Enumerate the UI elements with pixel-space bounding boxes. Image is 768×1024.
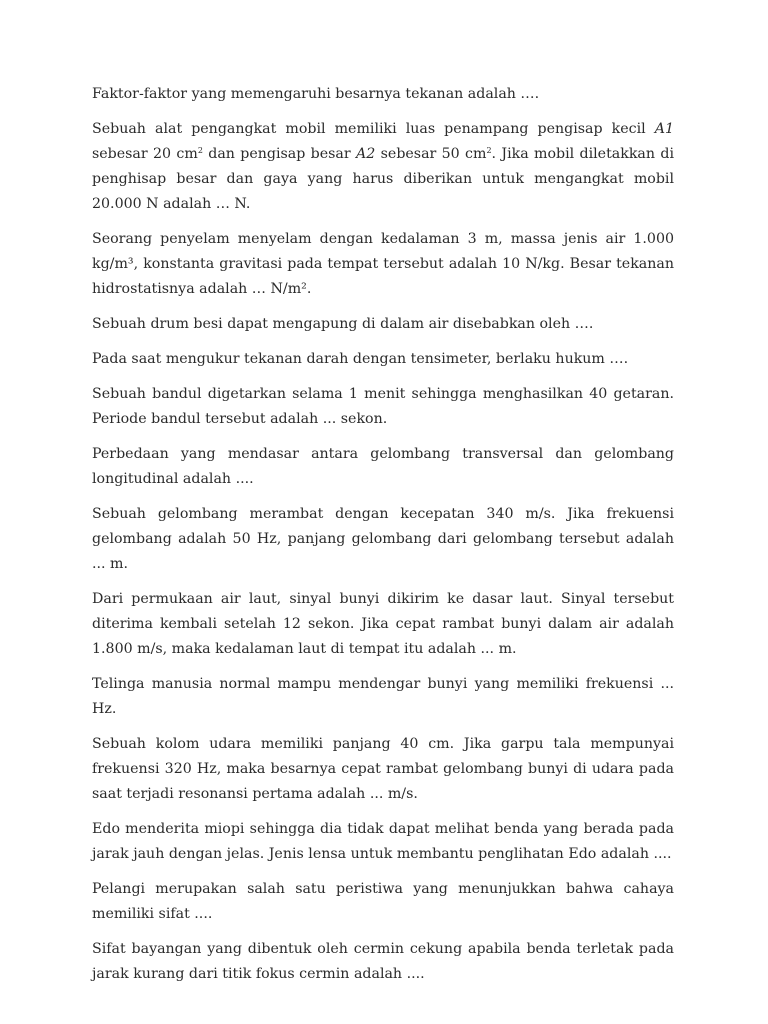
variable-a2: A2 <box>356 146 376 162</box>
question-2-part: dan pengisap besar <box>202 146 357 162</box>
question-2-part: sebesar 50 cm <box>375 146 487 162</box>
question-5: Pada saat mengukur tekanan darah dengan tensimeter, berlaku hukum …. <box>92 351 629 367</box>
question-9: Dari permukaan air laut, sinyal bunyi dikirim ke dasar laut. Sinyal tersebut diterima kembali setelah 12 sekon. Jika cepat rambat bunyi dalam air adalah 1.800 m/s, maka kedalaman laut di tempat itu adalah ... m. <box>92 591 674 657</box>
question-2-part: sebesar 20 cm <box>92 146 198 162</box>
question-12: Edo menderita miopi sehingga dia tidak dapat melihat benda yang berada pada jarak jauh dengan jelas. Jenis lensa untuk membantu penglihatan Edo adalah .... <box>92 821 674 862</box>
question-10: Telinga manusia normal mampu mendengar bunyi yang memiliki frekuensi ... Hz. <box>92 676 674 717</box>
question-1: Faktor-faktor yang memengaruhi besarnya tekanan adalah …. <box>92 86 540 102</box>
superscript: 2 <box>486 146 492 155</box>
question-2-part: . Jika mobil diletakkan di penghisap besar dan gaya yang harus diberikan untuk mengangkat mobil 20.000 N adalah … N. <box>92 146 674 212</box>
question-8: Sebuah gelombang merambat dengan kecepatan 340 m/s. Jika frekuensi gelombang adalah 50 Hz, panjang gelombang dari gelombang tersebut adalah ... m. <box>92 506 674 572</box>
question-2 <box>92 117 674 217</box>
question-2-part: Sebuah alat pengangkat mobil memiliki luas penampang pengisap kecil <box>92 121 655 137</box>
question-6: Sebuah bandul digetarkan selama 1 menit sehingga menghasilkan 40 getaran. Periode bandul tersebut adalah ... sekon. <box>92 386 674 427</box>
question-4: Sebuah drum besi dapat mengapung di dalam air disebabkan oleh …. <box>92 316 594 332</box>
question-11: Sebuah kolom udara memiliki panjang 40 cm. Jika garpu tala mempunyai frekuensi 320 Hz, maka besarnya cepat rambat gelombang bunyi di udara pada saat terjadi resonansi pertama adalah ... m/s. <box>92 736 674 802</box>
question-13: Pelangi merupakan salah satu peristiwa yang menunjukkan bahwa cahaya memiliki sifat .... <box>92 881 674 922</box>
superscript: 2 <box>197 146 203 155</box>
document-page <box>92 82 674 997</box>
variable-a1: A1 <box>654 121 674 137</box>
question-14: Sifat bayangan yang dibentuk oleh cermin cekung apabila benda terletak pada jarak kurang dari titik fokus cermin adalah .... <box>92 941 674 982</box>
question-7: Perbedaan yang mendasar antara gelombang transversal dan gelombang longitudinal adalah .... <box>92 446 674 487</box>
question-3: Seorang penyelam menyelam dengan kedalaman 3 m, massa jenis air 1.000 kg/m³, konstanta gravitasi pada tempat tersebut adalah 10 N/kg. Besar tekanan hidrostatisnya adalah … N/m². <box>92 231 674 297</box>
